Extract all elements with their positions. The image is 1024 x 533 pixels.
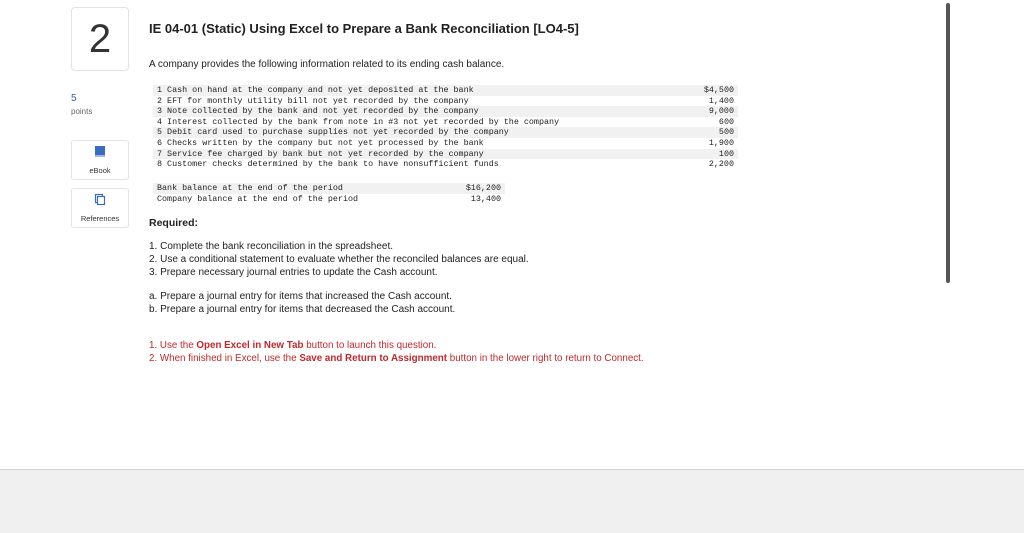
points-label: points (71, 107, 93, 116)
item-text: 6 Checks written by the company but not yet processed by the bank (157, 137, 484, 148)
table-row (153, 117, 738, 128)
question-title: IE 04-01 (Static) Using Excel to Prepare a Bank Reconciliation [LO4-5] (149, 21, 579, 36)
item-text: 5 Debit card used to purchase supplies not yet recorded by the company (157, 127, 509, 138)
open-excel-ref: Open Excel in New Tab (196, 340, 304, 351)
balance-text: Bank balance at the end of the period (157, 183, 343, 193)
list-item: 2. Use a conditional statement to evaluate whether the reconciled balances are equal. (149, 253, 529, 265)
item-amount: 1,400 (708, 95, 734, 106)
table-row (153, 106, 738, 117)
item-text: 7 Service fee charged by bank but not yet recorded by the company (157, 148, 484, 159)
footer-bar (0, 469, 1024, 533)
item-amount: 2,200 (708, 159, 734, 170)
required-heading: Required: (149, 217, 199, 229)
points-value: 5 (71, 93, 77, 104)
item-amount: 9,000 (708, 106, 734, 117)
list-item: a. Prepare a journal entry for items that increased the Cash account. (149, 291, 452, 302)
item-amount: 500 (718, 127, 734, 138)
item-text: 4 Interest collected by the bank from note in #3 not yet recorded by the company (157, 116, 560, 127)
item-amount: 100 (718, 148, 734, 159)
item-amount: $4,500 (703, 85, 734, 95)
journal-list (149, 291, 455, 317)
references-button[interactable] (71, 188, 129, 228)
cash-items-table (153, 85, 738, 170)
ebook-label: eBook (89, 166, 111, 175)
table-row (153, 183, 505, 194)
item-text: 1 Cash on hand at the company and not yet deposited at the bank (157, 85, 474, 95)
table-row (153, 149, 738, 160)
item-text: 2 EFT for monthly utility bill not yet recorded by the company (157, 95, 469, 106)
item-text: 3 Note collected by the bank and not yet recorded by the company (157, 106, 479, 117)
list-item: 1. Complete the bank reconciliation in the spreadsheet. (149, 241, 394, 252)
book-icon (94, 145, 106, 163)
table-row (153, 85, 738, 96)
item-text: 8 Customer checks determined by the bank to have nonsufficient funds (157, 159, 499, 170)
balance-amount: $16,200 (465, 183, 501, 193)
table-row (153, 194, 505, 205)
item-amount: 600 (718, 116, 734, 127)
instruction-line-1: 1. Use the Open Excel in New Tab button to launch this question. (149, 340, 437, 351)
table-row (153, 127, 738, 138)
table-row (153, 96, 738, 107)
save-return-ref: Save and Return to Assignment (299, 352, 448, 364)
balance-text: Company balance at the end of the period (157, 193, 359, 204)
item-amount: 1,900 (708, 137, 734, 148)
table-row (153, 138, 738, 149)
list-item: b. Prepare a journal entry for items that decreased the Cash account. (149, 303, 456, 315)
intro-text: A company provides the following information related to its ending cash balance. (149, 59, 505, 70)
question-number (71, 7, 129, 71)
list-item: 3. Prepare necessary journal entries to update the Cash account. (149, 266, 438, 278)
vertical-scrollbar[interactable] (946, 3, 950, 283)
balances-table (153, 183, 505, 204)
required-list (149, 241, 529, 279)
table-row (153, 159, 738, 170)
copy-icon (94, 193, 106, 211)
balance-amount: 13,400 (470, 193, 501, 204)
excel-instructions (149, 340, 644, 366)
ebook-button[interactable] (71, 140, 129, 180)
question-number-value: 2 (88, 16, 112, 61)
references-label: References (80, 214, 120, 223)
instruction-line-2: 2. When finished in Excel, use the Save and Return to Assignment button in the lower right to return to Connect. (149, 352, 644, 364)
